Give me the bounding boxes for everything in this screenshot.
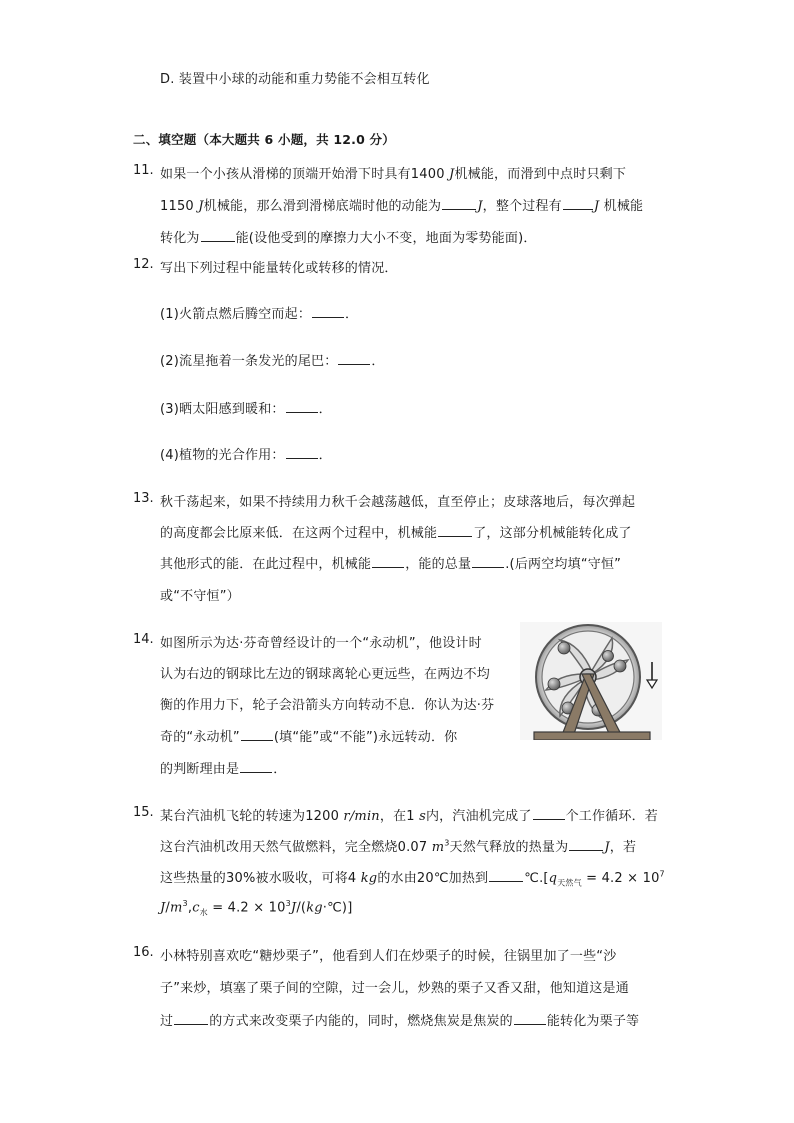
answer-blank[interactable] [372,555,404,568]
q13-number: 13. [133,491,154,506]
q13-line-3: 其他形式的能．在此过程中，机械能 ，能的总量 .(后两空均填“守恒” [160,557,622,572]
q14-number: 14. [133,632,154,647]
q14-line-5: 的判断理由是 ． [160,762,287,777]
answer-blank[interactable] [533,807,565,820]
q11-line-3: 转化为 能(设他受到的摩擦力大小不变，地面为零势能面)． [160,231,537,246]
answer-blank[interactable] [286,446,318,459]
q11-line-2: 1150 J机械能，那么滑到滑梯底端时他的动能为 J，整个过程有 J 机械能 [160,199,644,214]
q15-line-3: 这些热量的30%被水吸收，可将4 kg的水由20℃加热到 $℃.[q_{天然气} = 4.2 \times 10^7$ [160,869,665,888]
q14-line-3: 衡的作用力下，轮子会沿箭头方向转动不息．你认为达·芬 [160,698,495,713]
answer-blank[interactable] [241,728,273,741]
q13-line-1: 秋千荡起来，如果不持续用力秋千会越荡越低，直至停止；皮球落地后，每次弹起 [160,495,636,510]
answer-blank[interactable] [174,1012,208,1025]
perpetual-motion-wheel-figure [520,622,662,740]
q12-item-2: (2)流星拖着一条发光的尾巴： ． [160,354,385,369]
q12-item-4: (4)植物的光合作用： ． [160,448,332,463]
q14-line-1: 如图所示为达·芬奇曾经设计的一个“永动机”，他设计时 [160,636,482,651]
answer-blank[interactable] [569,838,603,851]
answer-blank[interactable] [563,197,593,210]
option-d: D. 装置中小球的动能和重力势能不会相互转化 [160,72,430,87]
answer-blank[interactable] [438,524,472,537]
q15-line-1: 某台汽油机飞轮的转速为1200 r/min，在1 s内，汽油机完成了 个工作循环．若 [160,809,658,824]
q15-line-4: $J/m^3,c_水 = 4.2$ × $10^3J/(kg\cdot℃)$] [160,899,353,917]
answer-blank[interactable] [472,555,504,568]
section-title: 二、填空题（本大题共 6 小题，共 12.0 分） [133,132,395,147]
q16-line-2: 子”来炒，填塞了栗子间的空隙，过一会儿，炒熟的栗子又香又甜，他知道这是通 [160,981,629,996]
q12-item-1: (1)火箭点燃后腾空而起： ． [160,307,359,322]
q16-line-3: 过 的方式来改变栗子内能的，同时，燃烧焦炭是焦炭的 能转化为栗子等 [160,1014,640,1029]
answer-blank[interactable] [286,400,318,413]
q12-number: 12. [133,257,154,272]
q11-line-1: 如果一个小孩从滑梯的顶端开始滑下时具有1400 J机械能，而滑到中点时只剩下 [160,167,627,182]
answer-blank[interactable] [338,352,370,365]
q16-line-1: 小林特别喜欢吃“糖炒栗子”，他看到人们在炒栗子的时候，往锅里加了一些“沙 [160,949,617,964]
q12-item-3: (3)晒太阳感到暖和： ． [160,402,332,417]
q12-intro: 写出下列过程中能量转化或转移的情况． [160,261,398,276]
q15-number: 15. [133,805,154,820]
q14-line-2: 认为右边的钢球比左边的钢球离轮心更远些，在两边不均 [160,667,491,682]
q13-line-4: 或“不守恒”） [160,589,240,604]
answer-blank[interactable] [240,760,272,773]
q13-line-2: 的高度都会比原来低．在这两个过程中，机械能 了，这部分机械能转化成了 [160,526,632,541]
answer-blank[interactable] [442,197,476,210]
q16-number: 16. [133,945,154,960]
answer-blank[interactable] [514,1012,546,1025]
answer-blank[interactable] [201,229,235,242]
q14-line-4: 奇的“永动机” (填“能”或“不能”)永远转动．你 [160,730,458,745]
q15-line-2: 这台汽油机改用天然气做燃料，完全燃烧0.07 $m^3$天然气释放的热量为 J，若 [160,838,637,855]
answer-blank[interactable] [489,869,523,882]
answer-blank[interactable] [312,305,344,318]
q11-number: 11. [133,163,154,178]
